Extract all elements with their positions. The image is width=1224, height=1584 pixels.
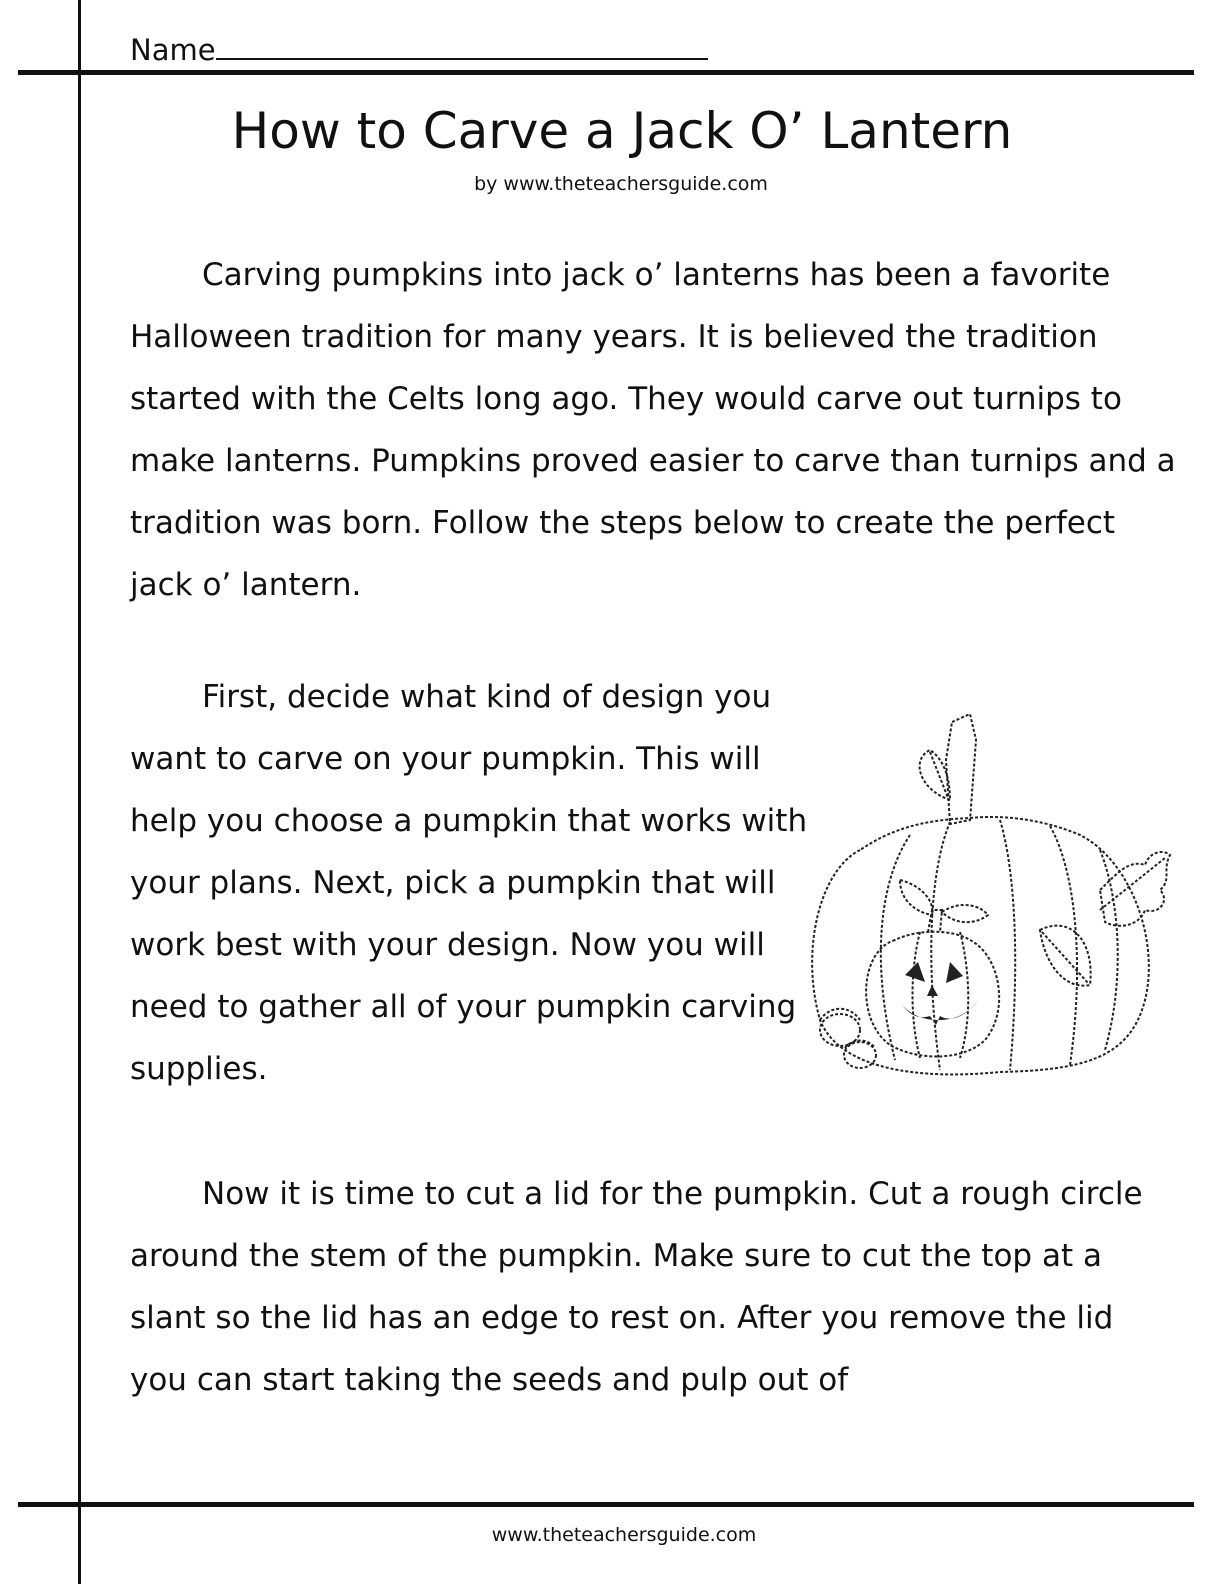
name-label: Name	[130, 33, 216, 67]
footer-url: www.theteachersguide.com	[491, 1524, 757, 1546]
stem-leaf-left	[920, 750, 950, 800]
name-blank-line[interactable]	[216, 28, 708, 60]
top-horizontal-rule	[18, 70, 1194, 75]
acorn-2	[844, 1042, 876, 1068]
big-pumpkin-body	[812, 817, 1149, 1074]
name-field-row	[130, 28, 708, 70]
lantern-right-eye	[946, 962, 963, 983]
page-title: How to Carve a Jack O’ Lantern	[231, 102, 1013, 160]
margin-vertical-rule	[78, 0, 81, 1584]
lantern-nose	[927, 985, 938, 996]
paragraph-design: First, decide what kind of design you want to carve on your pumpkin. This will help you choose a pumpkin that works with your plans. Next, pick a pumpkin that will work best with your design. Now you will need to gather all of your pumpkin carving supplies.	[130, 679, 808, 1087]
paragraph-intro: Carving pumpkins into jack o’ lanterns has been a favorite Halloween tradition for many years. It is believed the tradition started with the Celts long ago. They would carve out turnips to make lanterns. Pumpkins proved easier to carve than turnips and a tradition was born. Follow the steps below to create the perfect jack o’ lantern.	[130, 257, 1176, 603]
lantern-left-eye	[905, 962, 925, 982]
pumpkin-illustration-icon	[800, 700, 1180, 1090]
byline: by www.theteachersguide.com	[474, 173, 768, 195]
bottom-horizontal-rule	[18, 1502, 1194, 1507]
pumpkin-stem	[946, 714, 976, 824]
paragraph-lid: Now it is time to cut a lid for the pumpkin. Cut a rough circle around the stem of the pumpkin. Make sure to cut the top at a slant so the lid has an edge to rest on. After you remove the lid you can start taking the seeds and pulp out of	[130, 1176, 1143, 1398]
